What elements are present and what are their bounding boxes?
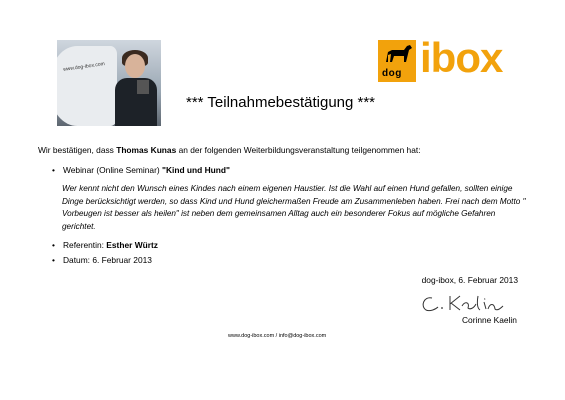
speaker-name: Esther Würtz — [106, 240, 158, 250]
dog-silhouette-icon — [378, 40, 416, 68]
logo-small-text: dog — [382, 68, 402, 79]
event-description: Wer kennt nicht den Wunsch eines Kindes nach einem eigenen Haustier. Ist die Wahl auf einen Hund gefallen, sollten einige Dinge berücksichtigt werden, so dass Kind und Hund gleichermaßen Freude am Zusammenleben haben. Frei nach dem Motto " Vorbeugen ist besser als heilen" ist neben dem gemeinsamen Alltag auch ein besonderer Fokus auf mögliche Gefahren gerichtet. — [62, 184, 526, 231]
dog-icon — [137, 80, 149, 94]
handwritten-signature — [420, 292, 510, 314]
logo-box — [378, 40, 416, 82]
bullet-icon: • — [52, 255, 55, 265]
participant-name: Thomas Kunas — [116, 145, 177, 155]
page-title: *** Teilnahmebestätigung *** — [186, 94, 376, 111]
dog-ibox-logo — [378, 34, 514, 82]
photo-caption: www.dog-ibox.com — [62, 61, 106, 73]
portrait-photo — [57, 40, 161, 126]
umbrella — [57, 46, 117, 126]
bullet-icon: • — [52, 165, 55, 175]
signer-name: Corinne Kaelin — [462, 315, 517, 325]
footer-contact: www.dog-ibox.com / info@dog-ibox.com — [228, 333, 327, 339]
place-date: dog-ibox, 6. Februar 2013 — [421, 275, 518, 285]
intro-text: Wir bestätigen, dass Thomas Kunas an der folgenden Weiterbildungsveranstaltung teilgenommen hat: — [38, 145, 421, 155]
bullet-icon: • — [52, 240, 55, 250]
logo-large-text: ibox — [420, 34, 503, 81]
event-title: "Kind und Hund" — [162, 165, 230, 175]
person — [115, 48, 157, 126]
